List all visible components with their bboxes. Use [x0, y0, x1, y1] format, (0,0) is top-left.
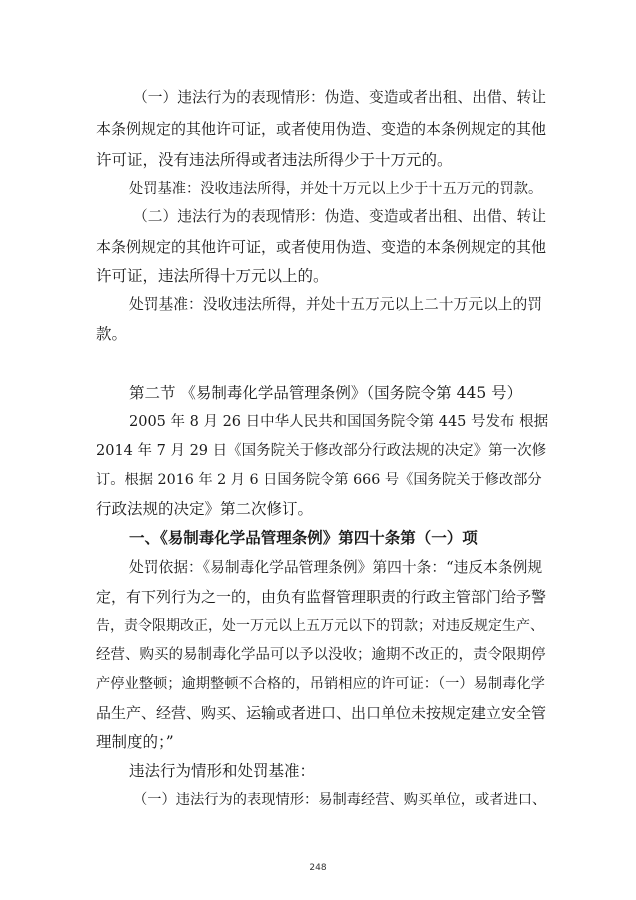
text-line: 2005 年 8 月 26 日中华人民共和国国务院令第 445 号发布 根据	[129, 414, 549, 430]
text-line: 品生产、经营、购买、运输或者进口、出口单位未按规定建立安全管	[96, 704, 547, 722]
text-line: 经营、购买的易制毒化学品可以予以没收；逾期不改正的，责令限期停	[96, 647, 546, 663]
text-line: 本条例规定的其他许可证，或者使用伪造、变造的本条例规定的其他	[96, 120, 547, 138]
text-line: 2014 年 7 月 29 日《国务院关于修改部分行政法规的决定》第一次修	[96, 443, 547, 459]
text-line: 告，责令限期改正，处一万元以上五万元以下的罚款；对违反规定生产、	[96, 618, 544, 634]
text-line: 违法行为情形和处罚基准：	[129, 762, 316, 780]
text-line: 许可证，没有违法所得或者违法所得少于十万元的。	[96, 151, 453, 169]
text-line: 处罚基准：没收违法所得，并处十万元以上少于十五万元的罚款。	[129, 181, 543, 197]
text-line: 产停业整顿；逾期整顿不合格的，吊销相应的许可证：（一）易制毒化学	[96, 676, 545, 692]
text-line: 许可证，违法所得十万元以上的。	[96, 267, 329, 285]
article-heading: 一、《易制毒化学品管理条例》第四十条第（一）项	[129, 528, 478, 547]
text-line: 处罚依据：《易制毒化学品管理条例》第四十条：“违反本条例规	[129, 559, 543, 576]
text-line: （一）违法行为的表现情形：易制毒经营、购买单位，或者进口、	[133, 792, 547, 808]
text-line: 款。	[96, 325, 128, 343]
page-number: 248	[309, 863, 327, 873]
text-line: 行政法规的决定》第二次修订。	[96, 500, 314, 518]
text-line: 理制度的；”	[96, 733, 174, 751]
section-heading: 第二节 《易制毒化学品管理条例》（国务院令第 445 号）	[129, 384, 523, 402]
text-line: 处罚基准：没收违法所得，并处十五万元以上二十万元以上的罚	[129, 296, 542, 313]
text-line: 本条例规定的其他许可证，或者使用伪造、变造的本条例规定的其他	[96, 238, 547, 256]
text-line: （二）违法行为的表现情形：伪造、变造或者出租、出借、转让	[133, 208, 546, 225]
text-line: （一）违法行为的表现情形：伪造、变造或者出租、出借、转让	[133, 89, 546, 106]
text-line: 定，有下列行为之一的，由负有监督管理职责的行政主管部门给予警	[96, 588, 547, 606]
text-line: 订。根据 2016 年 2 月 6 日国务院令第 666 号《国务院关于修改部分	[96, 472, 542, 488]
